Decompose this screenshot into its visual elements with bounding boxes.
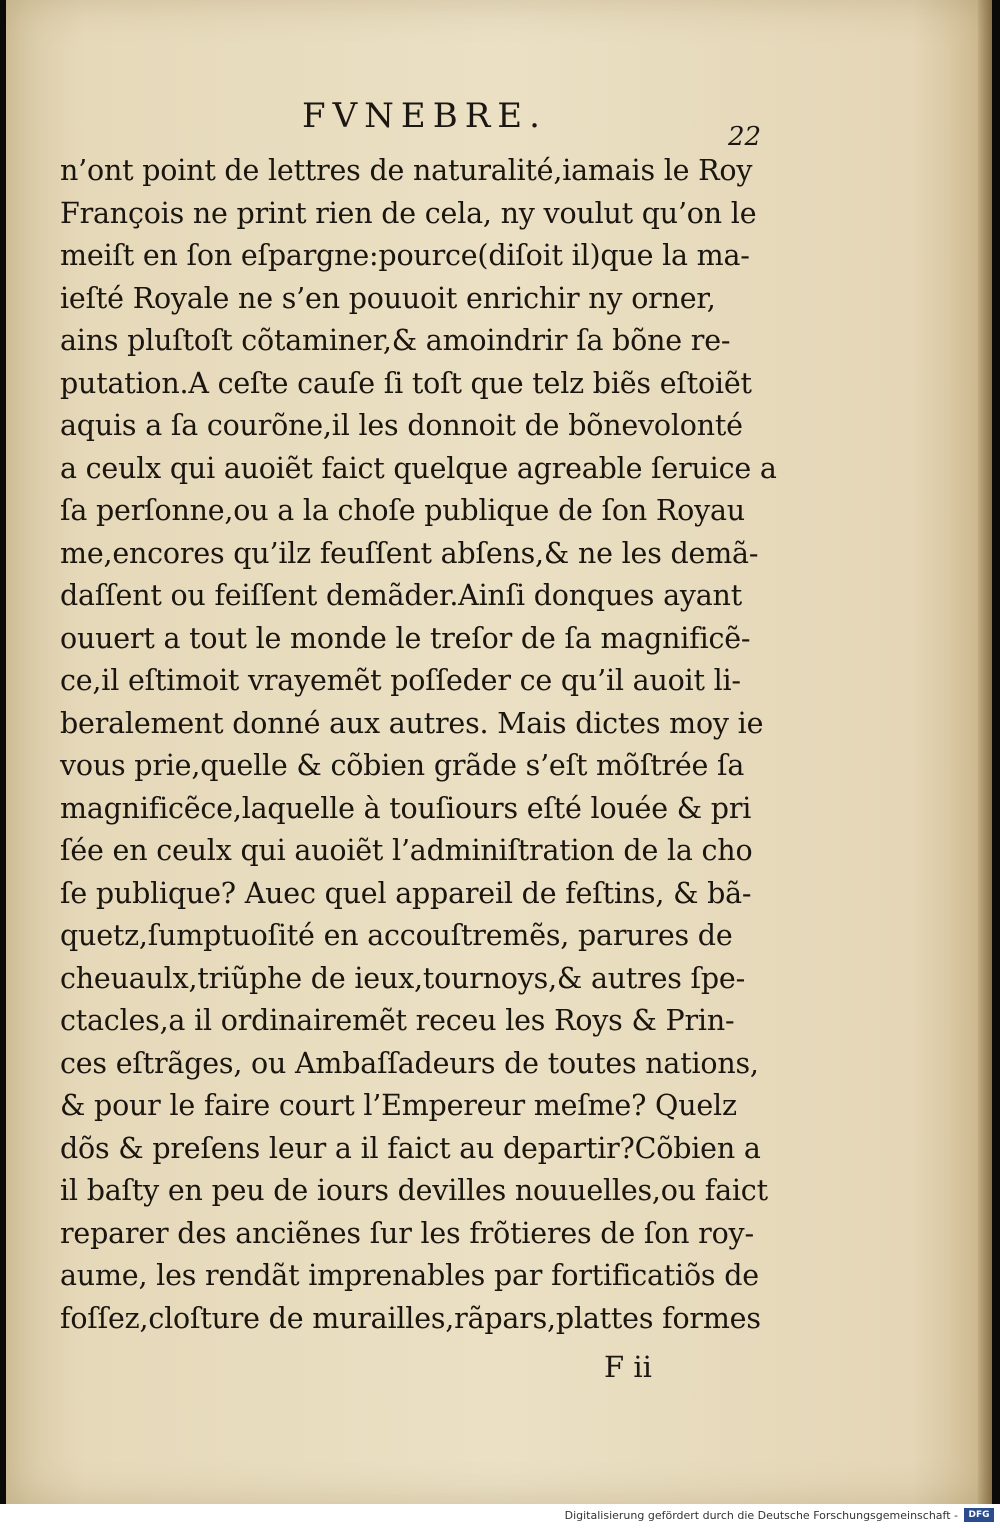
page-edge-shadow: [978, 0, 992, 1504]
folio-number: 22: [728, 122, 762, 152]
text-line: magnificẽce,laquelle à touſiours eſté louée & pri: [60, 791, 752, 825]
text-line: daſſent ou feiſſent demãder.Ainſi donques ayant: [60, 579, 742, 612]
text-line: ſée en ceulx qui auoiẽt l’adminiſtration de la cho: [60, 834, 753, 867]
text-line: me,encores qu’ilz feuſſent abſens,& ne les demã-: [60, 536, 759, 570]
text-line: ctacles,a il ordinairemẽt receu les Roys & Prin-: [60, 1004, 735, 1037]
text-line: cheuaulx,triũphe de ieux,tournoys,& autres ſpe-: [60, 961, 746, 995]
running-head: FVNEBRE.: [302, 96, 547, 136]
signature-mark: F ii: [604, 1350, 652, 1384]
body-text: [60, 150, 800, 1340]
text-line: ſe publique? Auec quel appareil de feſtins, & bã-: [60, 876, 752, 910]
text-line: ieſté Royale ne s’en pouuoit enrichir ny orner,: [60, 281, 716, 315]
text-line: beralement donné aux autres. Mais dictes moy ie: [60, 706, 764, 740]
text-line: putation.A ceſte cauſe ſi toſt que telz biẽs eſtoiẽt: [60, 366, 752, 400]
funding-credit: Digitalisierung gefördert durch die Deutsche Forschungsgemeinschaft -: [564, 1509, 958, 1522]
text-line: ouuert a tout le monde le treſor de ſa magnificẽ-: [60, 621, 751, 655]
text-line: ces eſtrãges, ou Ambaſſadeurs de toutes nations,: [60, 1046, 759, 1080]
text-line: vous prie,quelle & cõbien grãde s’eſt mõſtrée ſa: [60, 749, 745, 782]
text-line: dõs & preſens leur a il faict au departir?Cõbien a: [60, 1131, 761, 1165]
text-line: reparer des anciẽnes ſur les frõtieres de ſon roy-: [60, 1216, 754, 1250]
dfg-logo: DFG: [964, 1508, 994, 1522]
text-line: aume, les rendãt imprenables par fortificatiõs de: [60, 1259, 759, 1292]
text-line: ce,il eſtimoit vrayemẽt poſſeder ce qu’il auoit li-: [60, 664, 741, 697]
text-line: aquis a ſa courõne,il les donnoit de bõnevolonté: [60, 409, 743, 442]
text-line: il baſty en peu de iours devilles nouuelles,ou faict: [60, 1174, 768, 1207]
text-line: a ceulx qui auoiẽt faict quelque agreable ſeruice a: [60, 451, 777, 485]
text-line: meiſt en ſon eſpargne:pource(diſoit il)que la ma-: [60, 239, 750, 272]
text-line: ains pluſtoſt cõtaminer,& amoindrir ſa bõne re-: [60, 324, 731, 357]
footer-bar: [0, 1504, 1000, 1528]
text-line: François ne print rien de cela, ny voulut qu’on le: [60, 196, 757, 230]
text-line: & pour le faire court l’Empereur meſme? Quelz: [60, 1089, 737, 1122]
text-line: foſſez,cloſture de murailles,rãpars,plattes formes: [60, 1301, 761, 1335]
book-page: [6, 0, 992, 1504]
text-line: quetz,ſumptuoſité en accouſtremẽs, parures de: [60, 919, 733, 952]
text-line: ſa perſonne,ou a la choſe publique de ſon Royau: [60, 494, 745, 527]
text-line: n’ont point de lettres de naturalité,iamais le Roy: [60, 154, 753, 187]
